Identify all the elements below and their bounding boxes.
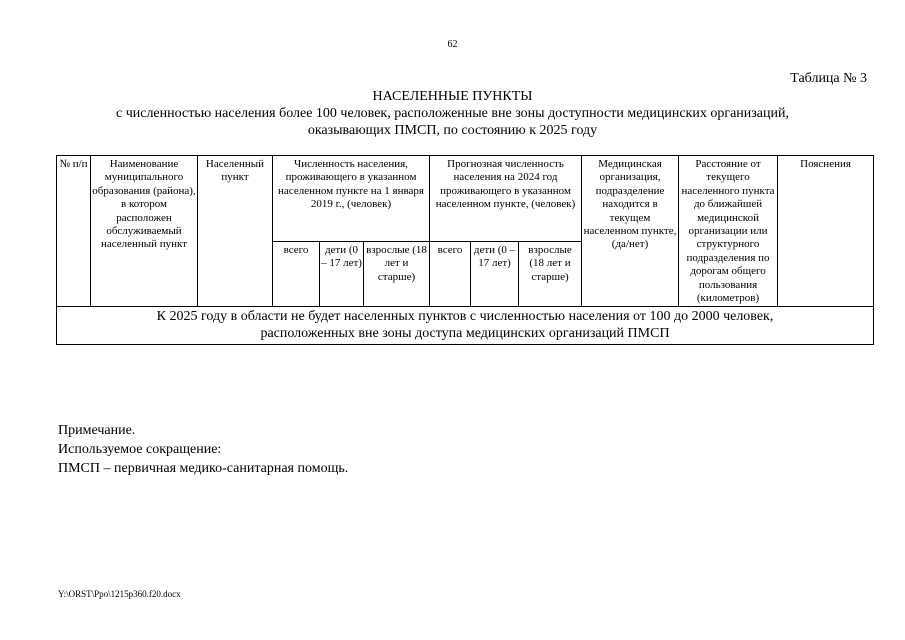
subheader-children-2019: дети (0 – 17 лет) bbox=[320, 241, 364, 307]
summary-line-2: расположенных вне зоны доступа медицинских организаций ПМСП bbox=[260, 325, 670, 341]
header-forecast-2024: Прогнозная численность населения на 2024 год проживающего в указанном населенном пункте, (человек) bbox=[430, 156, 582, 242]
subheader-adults-2019: взрослые (18 лет и старше) bbox=[364, 241, 430, 307]
summary-cell bbox=[57, 307, 874, 345]
header-row bbox=[57, 156, 874, 242]
notes-label: Примечание. bbox=[58, 423, 136, 438]
abbreviation-text: ПМСП – первичная медико-санитарная помощь. bbox=[58, 461, 349, 476]
header-notes: Пояснения bbox=[778, 156, 874, 307]
summary-line-1: К 2025 году в области не будет населенных пунктов с численностью населения от 100 до 2000 человек, bbox=[156, 309, 774, 325]
subheader-adults-2024: взрослые (18 лет и старше) bbox=[519, 241, 582, 307]
summary-row bbox=[57, 307, 874, 345]
subheader-children-2024: дети (0 – 17 лет) bbox=[471, 241, 519, 307]
subheader-total-2024: всего bbox=[430, 241, 471, 307]
title-line-3: оказывающих ПМСП, по состоянию к 2025 году bbox=[307, 123, 598, 138]
abbreviation-label: Используемое сокращение: bbox=[58, 442, 222, 457]
subheader-total-2019: всего bbox=[273, 241, 320, 307]
file-path: Y:\ORST\Ppo\1215p360.f20.docx bbox=[58, 589, 181, 599]
header-population-2019: Численность населения, проживающего в указанном населенном пункте на 1 января 2019 г., (человек) bbox=[273, 156, 430, 242]
header-municipality: Наименование муниципального образования (района), в котором расположен обслуживаемый населенный пункт bbox=[91, 156, 198, 307]
title-line-2: с численностью населения более 100 человек, расположенные вне зоны доступности медицинских организаций, bbox=[115, 106, 789, 121]
notes-block bbox=[58, 421, 348, 478]
header-medical-org: Медицинская организация, подразделение находится в текущем населенном пункте, (да/нет) bbox=[582, 156, 679, 307]
title-line-1: НАСЕЛЕННЫЕ ПУНКТЫ bbox=[372, 89, 533, 104]
header-distance: Расстояние от текущего населенного пункта до ближайшей медицинской организации или структурного подразделения по дорогам общего пользования (километров) bbox=[679, 156, 778, 307]
header-num: № п/п bbox=[57, 156, 91, 307]
document-title bbox=[0, 88, 905, 139]
settlements-table bbox=[56, 155, 874, 345]
header-settlement: Населенный пункт bbox=[198, 156, 273, 307]
table-label: Таблица № 3 bbox=[790, 71, 867, 86]
page-number: 62 bbox=[447, 39, 458, 50]
